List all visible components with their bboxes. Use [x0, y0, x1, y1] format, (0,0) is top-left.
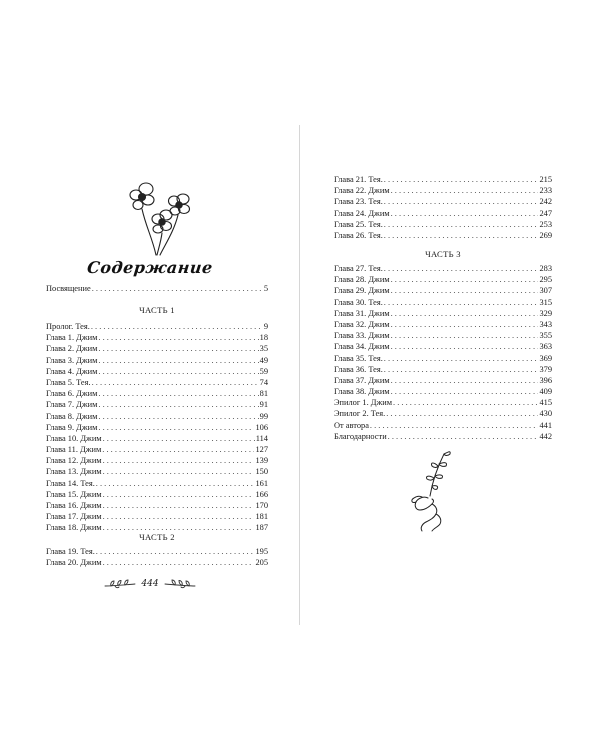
entry-page: 247	[539, 208, 552, 218]
dot-leader	[391, 319, 539, 330]
entry-title: Глава 12. Джим	[46, 456, 102, 466]
entry-title: От автора	[334, 420, 369, 430]
folio-number: 444	[141, 579, 159, 589]
toc-entry[interactable]	[334, 353, 552, 364]
entry-title: Глава 26. Тея.	[334, 230, 383, 240]
entry-page: 441	[539, 420, 552, 430]
entry-title: Глава 38. Джим	[334, 387, 390, 397]
entry-title: Благодарности	[334, 431, 387, 441]
toc-entry[interactable]	[46, 422, 268, 433]
entry-title: Глава 30. Тея.	[334, 297, 383, 307]
entry-page: 396	[539, 375, 552, 385]
entry-page: 74	[259, 377, 268, 387]
toc-entry[interactable]	[46, 546, 268, 557]
entry-title: Глава 3. Джим	[46, 355, 98, 365]
entry-page: 430	[539, 409, 552, 419]
entry-page: 170	[255, 501, 268, 510]
toc-entry[interactable]	[334, 219, 552, 230]
toc-entry[interactable]	[334, 375, 552, 386]
entry-page: 91	[259, 400, 268, 410]
toc-entry[interactable]	[46, 500, 268, 511]
entry-page: 205	[255, 558, 268, 568]
toc-entry[interactable]	[46, 377, 268, 388]
dot-leader	[384, 230, 539, 241]
toc-entry[interactable]	[46, 343, 268, 354]
dot-leader	[103, 455, 255, 466]
dot-leader	[384, 297, 539, 308]
entry-title: Глава 2. Джим	[46, 344, 98, 354]
entry-title: Глава 9. Джим	[46, 422, 98, 432]
entry-title: Глава 36. Тея.	[334, 364, 383, 374]
entry-page: 379	[539, 364, 552, 374]
dot-leader	[386, 408, 538, 419]
dot-leader	[98, 332, 258, 343]
toc-entry[interactable]	[334, 397, 552, 408]
toc-entry[interactable]	[334, 341, 552, 352]
dot-leader	[96, 546, 255, 557]
entry-page: 49	[259, 355, 268, 365]
entry-title: Глава 29. Джим	[334, 286, 390, 296]
entry-title: Глава 7. Джим	[46, 400, 98, 410]
dot-leader	[391, 375, 539, 386]
toc-entry[interactable]	[334, 297, 552, 308]
hand-with-sprig-icon	[408, 448, 452, 532]
toc-entry[interactable]	[46, 388, 268, 399]
entry-title: Глава 24. Джим	[334, 208, 390, 218]
toc-entry[interactable]	[46, 455, 268, 466]
entry-page: 269	[539, 230, 552, 240]
dot-leader	[92, 283, 263, 294]
toc-entry[interactable]	[334, 431, 552, 442]
dot-leader	[102, 444, 254, 455]
entry-title: Глава 5. Тея.	[46, 377, 91, 387]
entry-title: Глава 34. Джим	[334, 342, 390, 352]
dot-leader	[98, 422, 254, 433]
part-3-list	[334, 263, 552, 442]
toc-entry[interactable]	[334, 408, 552, 419]
entry-page: 5	[263, 284, 268, 293]
dot-leader	[384, 353, 539, 364]
entry-title: Эпилог 1. Джим	[334, 398, 393, 408]
entry-page: 187	[255, 523, 268, 533]
leaf-flourish-icon	[103, 579, 137, 589]
entry-title: Глава 10. Джим	[46, 433, 102, 443]
toc-entry[interactable]	[334, 386, 552, 397]
dot-leader	[92, 377, 259, 388]
dot-leader	[391, 330, 539, 341]
entry-title: Глава 18. Джим	[46, 523, 102, 533]
entry-title: Глава 31. Джим	[334, 308, 390, 318]
toc-entry[interactable]	[334, 196, 552, 207]
entry-page: 195	[255, 547, 268, 556]
right-page	[300, 0, 600, 750]
entry-page: 139	[255, 456, 268, 466]
dot-leader	[103, 500, 255, 511]
dot-leader	[103, 466, 255, 477]
entry-title: Глава 27. Тея.	[334, 264, 383, 273]
toc-entry[interactable]	[334, 319, 552, 330]
entry-page: 283	[539, 264, 552, 273]
toc-entry[interactable]	[334, 274, 552, 285]
toc-entry[interactable]	[46, 511, 268, 522]
entry-title: Глава 32. Джим	[334, 319, 390, 329]
dot-leader	[98, 411, 258, 422]
entry-page: 242	[539, 197, 552, 207]
entry-title: Посвящение	[46, 284, 91, 293]
toc-entry[interactable]	[334, 185, 552, 196]
dot-leader	[384, 219, 539, 230]
toc-entry[interactable]	[46, 321, 268, 332]
entry-page: 233	[539, 186, 552, 196]
toc-entry[interactable]	[334, 364, 552, 375]
dot-leader	[103, 557, 255, 568]
dot-leader	[384, 174, 539, 185]
dot-leader	[103, 433, 255, 444]
dot-leader	[91, 321, 263, 332]
toc-entry[interactable]	[46, 366, 268, 377]
toc-entry[interactable]	[46, 399, 268, 410]
dot-leader	[391, 208, 539, 219]
toc-entry[interactable]	[334, 308, 552, 319]
leaf-flourish-icon	[163, 579, 197, 589]
toc-entry[interactable]	[46, 433, 268, 444]
entry-title: Глава 21. Тея.	[334, 175, 383, 184]
entry-page: 150	[255, 467, 268, 477]
entry-title: Глава 6. Джим	[46, 389, 98, 399]
toc-entry[interactable]	[46, 355, 268, 366]
dot-leader	[391, 386, 539, 397]
toc-entry[interactable]	[46, 478, 268, 489]
entry-title: Глава 35. Тея.	[334, 353, 383, 363]
entry-page: 442	[539, 431, 552, 441]
entry-page: 315	[539, 297, 552, 307]
dot-leader	[391, 308, 539, 319]
part-2-list-right	[334, 174, 552, 241]
toc-entry[interactable]	[334, 263, 552, 274]
toc-entry[interactable]	[46, 557, 268, 568]
dot-leader	[393, 397, 538, 408]
part-3-label: ЧАСТЬ 3	[425, 249, 461, 259]
entry-title: Глава 23. Тея.	[334, 197, 383, 207]
dot-leader	[98, 343, 258, 354]
entry-page: 114	[255, 433, 268, 443]
toc-entry[interactable]	[334, 174, 552, 185]
toc-entry[interactable]	[46, 411, 268, 422]
page-folio	[0, 577, 300, 591]
dot-leader	[391, 341, 539, 352]
dot-leader	[391, 274, 539, 285]
entry-title: Глава 19. Тея.	[46, 547, 95, 556]
toc-entry[interactable]	[334, 330, 552, 341]
entry-page: 166	[255, 489, 268, 499]
entry-page: 35	[259, 344, 268, 354]
dot-leader	[384, 263, 539, 274]
entry-title: Глава 22. Джим	[334, 186, 390, 196]
entry-page: 415	[539, 398, 552, 408]
toc-heading: Содержание	[86, 258, 214, 277]
toc-entry[interactable]	[46, 466, 268, 477]
part-1-list	[46, 321, 268, 534]
entry-page: 59	[259, 366, 268, 376]
entry-title: Глава 11. Джим	[46, 445, 102, 455]
entry-page: 181	[255, 512, 268, 522]
entry-page: 329	[539, 308, 552, 318]
dot-leader	[384, 196, 539, 207]
dedication-entry[interactable]	[46, 283, 268, 294]
entry-page: 9	[263, 322, 268, 331]
entry-title: Глава 28. Джим	[334, 275, 390, 285]
entry-page: 161	[255, 478, 268, 488]
dot-leader	[391, 285, 539, 296]
dot-leader	[98, 355, 258, 366]
entry-title: Глава 1. Джим	[46, 333, 98, 343]
entry-page: 343	[539, 319, 552, 329]
entry-title: Глава 4. Джим	[46, 366, 98, 376]
entry-page: 307	[539, 286, 552, 296]
entry-page: 253	[539, 219, 552, 229]
dot-leader	[96, 478, 255, 489]
entry-title: Эпилог 2. Тея.	[334, 409, 386, 419]
entry-title: Глава 17. Джим	[46, 512, 102, 522]
toc-entry[interactable]	[46, 332, 268, 343]
dot-leader	[384, 364, 539, 375]
dot-leader	[98, 388, 258, 399]
part-2-list-left	[46, 546, 268, 568]
toc-entry[interactable]	[334, 208, 552, 219]
entry-title: Глава 15. Джим	[46, 489, 102, 499]
entry-title: Глава 20. Джим	[46, 558, 102, 568]
entry-page: 409	[539, 387, 552, 397]
entry-title: Глава 14. Тея.	[46, 478, 95, 488]
entry-page: 99	[259, 411, 268, 421]
entry-page: 18	[259, 333, 268, 343]
dot-leader	[103, 511, 255, 522]
toc-entry[interactable]	[334, 420, 552, 431]
part-2-label: ЧАСТЬ 2	[139, 532, 175, 542]
entry-title: Глава 13. Джим	[46, 467, 102, 477]
poppy-flowers-icon	[122, 175, 194, 257]
entry-title: Глава 33. Джим	[334, 331, 390, 341]
dot-leader	[98, 399, 258, 410]
dot-leader	[370, 420, 539, 431]
entry-page: 363	[539, 342, 552, 352]
toc-entry[interactable]	[46, 489, 268, 500]
entry-page: 215	[539, 175, 552, 184]
entry-page: 81	[259, 389, 268, 399]
toc-entry[interactable]	[334, 230, 552, 241]
entry-page: 369	[539, 353, 552, 363]
dot-leader	[103, 489, 255, 500]
entry-page: 106	[255, 422, 268, 432]
entry-title: Глава 25. Тея.	[334, 219, 383, 229]
entry-title: Глава 16. Джим	[46, 501, 102, 510]
dot-leader	[98, 366, 258, 377]
entry-page: 355	[539, 331, 552, 341]
entry-page: 295	[539, 275, 552, 285]
part-1-label: ЧАСТЬ 1	[139, 305, 175, 315]
dot-leader	[391, 185, 539, 196]
entry-title: Глава 37. Джим	[334, 375, 390, 385]
entry-title: Глава 8. Джим	[46, 411, 98, 421]
dot-leader	[388, 431, 539, 442]
entry-title: Пролог. Тея.	[46, 322, 90, 331]
entry-page: 127	[255, 445, 268, 455]
toc-entry[interactable]	[334, 285, 552, 296]
toc-entry[interactable]	[46, 444, 268, 455]
